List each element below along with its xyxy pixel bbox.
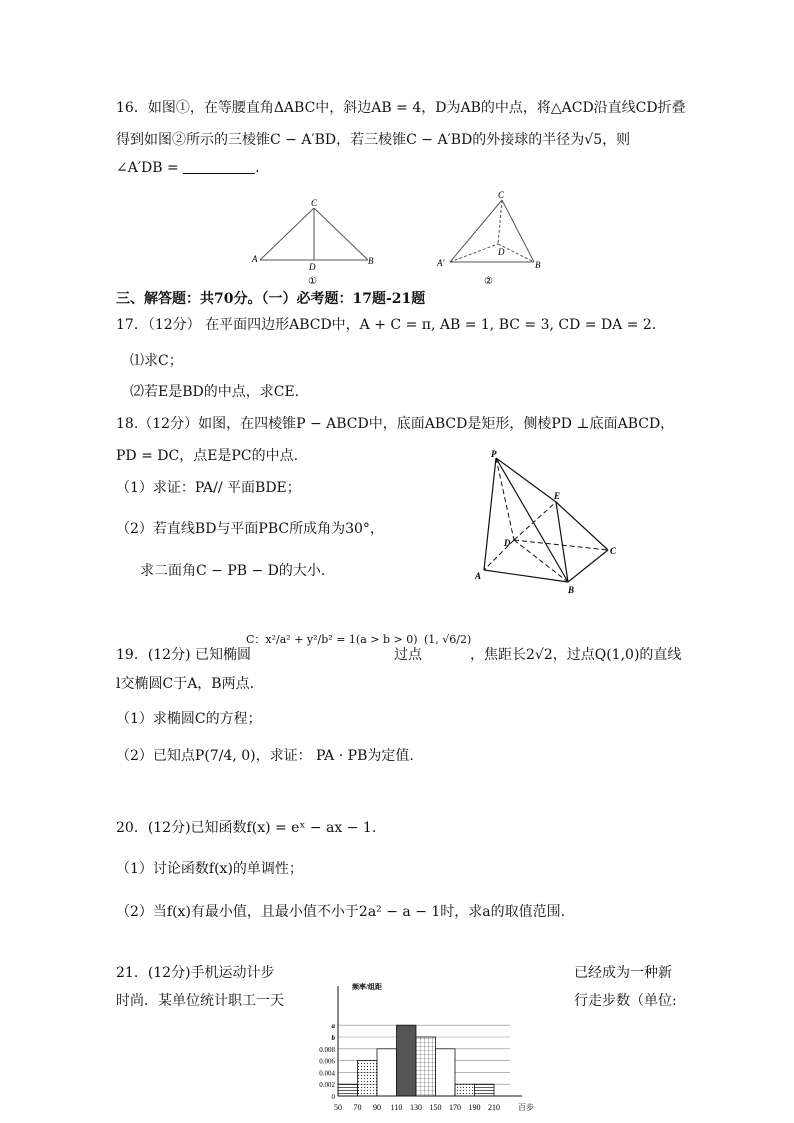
q19-part2-dot-product: PA · PB为定值. — [316, 748, 414, 764]
q19-part2-point: （2）已知点P(7/4, 0)，求证： — [116, 748, 312, 764]
q19-pass-through: 过点 — [394, 647, 422, 663]
q19-line1 — [116, 645, 251, 665]
q18-label-D: D — [504, 538, 511, 548]
q18-label-A: A — [475, 571, 482, 581]
q18-label-P: P — [491, 449, 497, 459]
fig2-label-D: D — [498, 247, 505, 257]
y-tick-label: 0.004 — [319, 1069, 335, 1078]
fig2-label-C: C — [498, 190, 505, 200]
answer-blank — [183, 159, 255, 174]
q16-line3-text: ∠A′DB = — [116, 160, 179, 176]
q17-part1: ⑴求C； — [130, 353, 183, 369]
q21-line1-left: 21．(12分)手机运动计步 — [116, 965, 275, 981]
histogram-bar — [377, 1049, 397, 1096]
histogram-bar — [358, 1061, 378, 1096]
q16-line3 — [116, 158, 260, 178]
q19-part1: （1）求椭圆C的方程； — [116, 711, 262, 727]
y-tick-label: 0 — [331, 1093, 335, 1101]
q18-label-B: B — [568, 585, 575, 595]
x-tick-label: 70 — [353, 1103, 362, 1112]
q20-line1: 20．(12分)已知函数f(x) = eˣ − ax − 1. — [116, 820, 377, 836]
fig1-caption: ① — [308, 276, 317, 287]
fig1-label-D: D — [309, 262, 316, 272]
q19-ellipse-equation: C：x²/a² + y²/b² = 1(a > b > 0) — [246, 633, 418, 646]
fig1-label-A: A — [252, 254, 258, 264]
q17-line1: 17．（12分） 在平面四边形ABCD中，A + C = π, AB = 1, BC = 3, CD = DA = 2. — [116, 317, 657, 333]
q20-part1: （1）讨论函数f(x)的单调性； — [116, 861, 303, 877]
q21-line1-right: 已经成为一种新 — [574, 965, 672, 981]
y-tick-label: 0.006 — [319, 1057, 335, 1066]
histogram-bar — [455, 1084, 475, 1096]
figure-2-pyramid — [434, 188, 550, 288]
q18-line1: 18.（12分）如图，在四棱锥P − ABCD中，底面ABCD是矩形，侧棱PD ⊥底面ABCD， — [116, 416, 675, 432]
y-tick-label: b — [331, 1034, 335, 1042]
x-tick-label: 210 — [488, 1103, 500, 1112]
q18-part1: （1）求证：PA// 平面BDE； — [116, 480, 301, 496]
fig2-caption: ② — [484, 276, 493, 287]
fig1-label-C: C — [311, 198, 318, 208]
histogram-bar — [475, 1084, 495, 1096]
fig2-label-A: A′ — [437, 258, 445, 268]
histogram-bar — [397, 1025, 417, 1096]
histogram-bar — [338, 1084, 358, 1096]
q18-label-E: E — [554, 491, 561, 501]
q19-line2: l交椭圆C于A，B两点. — [116, 676, 255, 692]
x-tick-label: 170 — [449, 1103, 461, 1112]
fig2-label-B: B — [535, 260, 541, 270]
x-tick-label: 190 — [468, 1103, 481, 1112]
q20-part2: （2）当f(x)有最小值，且最小值不小于2a² − a − 1时，求a的取值范围. — [116, 904, 566, 920]
q19-intro: 19．(12分) 已知椭圆 — [116, 647, 252, 663]
histogram-bar — [436, 1049, 456, 1096]
section-3-header: 三、解答题：共70分。（一）必考题：17题-21题 — [116, 291, 426, 307]
x-tick-label: 50 — [334, 1103, 342, 1112]
q16-line1: 16．如图①，在等腰直角ΔABC中，斜边AB = 4，D为AB的中点，将△ACD沿直线CD折叠 — [116, 100, 686, 116]
q17-part2: ⑵若E是BD的中点，求CE. — [130, 384, 300, 400]
figure-1-triangle — [246, 196, 382, 288]
q19-focal-length: ，焦距长2√2，过点Q(1,0)的直线 — [470, 647, 682, 663]
y-tick-label: 0.008 — [319, 1045, 335, 1054]
q18-label-C: C — [610, 546, 617, 556]
x-tick-label: 130 — [410, 1103, 422, 1112]
histogram-bar — [416, 1037, 436, 1096]
q21-line2-right: 行走步数（单位: — [574, 993, 677, 1009]
q19-point: (1, √6/2) — [424, 633, 472, 646]
q18-part3: 求二面角C − PB − D的大小. — [140, 563, 326, 579]
q21-line2-left: 时尚．某单位统计职工一天 — [116, 993, 284, 1009]
x-tick-label: 150 — [429, 1103, 442, 1112]
chart-title: 频率/组距 — [352, 983, 382, 991]
x-tick-label: 110 — [390, 1103, 403, 1112]
q16-line3-end: . — [255, 160, 260, 176]
x-tick-label: 90 — [373, 1103, 381, 1112]
q16-line2: 得到如图②所示的三棱锥C − A′BD，若三棱锥C − A′BD的外接球的半径为√5，则 — [116, 132, 631, 148]
q19-part2 — [116, 746, 414, 766]
y-tick-label: 0.002 — [319, 1081, 335, 1090]
step-count-histogram — [300, 978, 570, 1118]
q18-pyramid-figure — [472, 448, 622, 598]
fig1-label-B: B — [368, 256, 374, 266]
q18-part2: （2）若直线BD与平面PBC所成角为30°， — [116, 521, 384, 537]
y-tick-label: a — [331, 1022, 335, 1031]
q18-line2: PD = DC，点E是PC的中点. — [116, 448, 299, 464]
x-axis-label: 百步 — [518, 1103, 534, 1112]
